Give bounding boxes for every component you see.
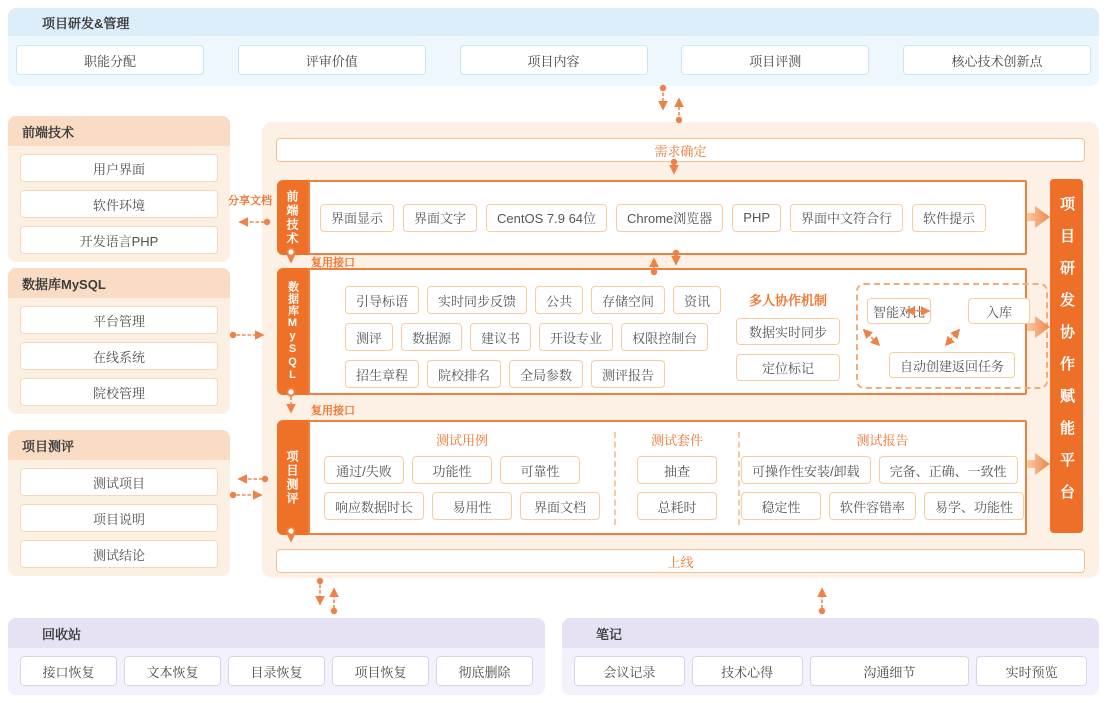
diagram-chip: 招生章程 (345, 360, 419, 388)
diagram-chip: 界面中文符合行 (790, 204, 903, 232)
diagram-chip: 资讯 (673, 286, 721, 314)
diagram-chip: 软件容错率 (829, 492, 916, 520)
section-test-report (740, 430, 1025, 533)
flow-node: 入库 (968, 298, 1030, 324)
launch-bar: 上线 (276, 549, 1085, 573)
panel-node: 接口恢复 (20, 656, 117, 686)
panel-title: 笔记 (562, 618, 1099, 648)
diagram-chip: 界面显示 (320, 204, 394, 232)
row-tab: 前端技术 (277, 180, 308, 255)
panel-notes (562, 618, 1099, 695)
edge-label-reuse-api: 复用接口 (311, 257, 355, 269)
panel-node: 技术心得 (692, 656, 803, 686)
diagram-chip: 可操作性安装/卸载 (741, 456, 871, 484)
diagram-chip: PHP (732, 204, 781, 232)
panel-frontend-tech (8, 116, 230, 262)
panel-node: 目录恢复 (228, 656, 325, 686)
row-box (308, 420, 1027, 535)
auto-flow-box (856, 283, 1048, 389)
flow-node: 自动创建返回任务 (889, 352, 1015, 378)
collab-title: 多人协作机制 (748, 293, 827, 308)
panel-title: 回收站 (8, 618, 545, 648)
banner-node: 项目内容 (460, 45, 648, 75)
diagram-chip: 权限控制台 (621, 323, 708, 351)
diagram-chip: Chrome浏览器 (616, 204, 723, 232)
diagram-chip: 院校排名 (427, 360, 501, 388)
panel-node: 测试结论 (20, 540, 218, 568)
diagram-chip: 建议书 (470, 323, 531, 351)
row-box (308, 180, 1027, 255)
section-title: 测试用例 (435, 433, 488, 448)
diagram-chip: 公共 (535, 286, 583, 314)
panel-title: 项目测评 (8, 430, 230, 460)
edge-label-reuse-api: 复用接口 (311, 405, 355, 417)
edge-label-share-doc: 分享文档 (228, 195, 272, 207)
flow-node: 智能对比 (867, 298, 931, 324)
row-mysql (277, 268, 1027, 395)
row-tab: 数据库MySQL (277, 268, 308, 395)
diagram-chip: 数据实时同步 (736, 318, 840, 345)
banner-node: 职能分配 (16, 45, 204, 75)
diagram-chip: 抽查 (637, 456, 717, 484)
diagram-chip: 通过/失败 (324, 456, 404, 484)
panel-node: 测试项目 (20, 468, 218, 496)
section-title: 测试报告 (856, 433, 909, 448)
panel-node: 在线系统 (20, 342, 218, 370)
panel-node: 沟通细节 (810, 656, 970, 686)
top-banner-title: 项目研发&管理 (8, 8, 1099, 36)
panel-project-eval (8, 430, 230, 576)
diagram-chip: 可靠性 (500, 456, 580, 484)
panel-body (562, 648, 1099, 686)
diagram-chip: 数据源 (401, 323, 462, 351)
panel-node: 用户界面 (20, 154, 218, 182)
mysql-chip-grid (345, 286, 721, 388)
banner-node: 评审价值 (238, 45, 426, 75)
panel-node: 软件环境 (20, 190, 218, 218)
panel-node: 彻底删除 (436, 656, 533, 686)
collab-group (736, 290, 840, 381)
diagram-chip: 响应数据时长 (324, 492, 424, 520)
panel-node: 开发语言PHP (20, 226, 218, 254)
diagram-chip: 实时同步反馈 (427, 286, 527, 314)
diagram-chip: 稳定性 (741, 492, 821, 520)
diagram-chip: 易学、功能性 (924, 492, 1024, 520)
diagram-chip: 界面文字 (403, 204, 477, 232)
panel-body (8, 648, 545, 686)
diagram-chip: 存储空间 (591, 286, 665, 314)
panel-mysql (8, 268, 230, 414)
panel-node: 文本恢复 (124, 656, 221, 686)
panel-node: 实时预览 (976, 656, 1087, 686)
diagram-chip: 总耗时 (637, 492, 717, 520)
panel-recycle-bin (8, 618, 545, 695)
panel-title: 数据库MySQL (8, 268, 230, 298)
diagram-chip: 定位标记 (736, 354, 840, 381)
section-test-cases (310, 430, 614, 533)
top-banner (8, 8, 1099, 86)
diagram-chip: 界面文档 (520, 492, 600, 520)
diagram-chip: 测评 (345, 323, 393, 351)
diagram-chip: 测评报告 (591, 360, 665, 388)
requirement-bar: 需求确定 (276, 138, 1085, 162)
section-title: 测试套件 (650, 433, 703, 448)
row-frontend (277, 180, 1027, 255)
panel-node: 项目恢复 (332, 656, 429, 686)
panel-title: 前端技术 (8, 116, 230, 146)
row-eval (277, 420, 1027, 535)
diagram-chip: 全局参数 (509, 360, 583, 388)
panel-body (8, 298, 230, 406)
row-tab: 项目测评 (277, 420, 308, 535)
diagram-chip: CentOS 7.9 64位 (486, 204, 607, 232)
panel-node: 平台管理 (20, 306, 218, 334)
panel-node: 院校管理 (20, 378, 218, 406)
banner-node: 项目评测 (681, 45, 869, 75)
diagram-chip: 引导标语 (345, 286, 419, 314)
panel-body (8, 460, 230, 568)
center-panel (262, 122, 1099, 578)
banner-node: 核心技术创新点 (903, 45, 1091, 75)
diagram-chip: 完备、正确、一致性 (879, 456, 1018, 484)
section-test-suite (616, 430, 738, 533)
panel-body (8, 146, 230, 254)
diagram-chip: 开设专业 (539, 323, 613, 351)
panel-node: 会议记录 (574, 656, 685, 686)
top-banner-items (8, 36, 1099, 75)
panel-node: 项目说明 (20, 504, 218, 532)
platform-bar: 项目研发协作赋能平台 (1050, 179, 1083, 533)
diagram-chip: 易用性 (432, 492, 512, 520)
diagram-chip: 功能性 (412, 456, 492, 484)
diagram-chip: 软件提示 (912, 204, 986, 232)
row-box (308, 268, 1027, 395)
